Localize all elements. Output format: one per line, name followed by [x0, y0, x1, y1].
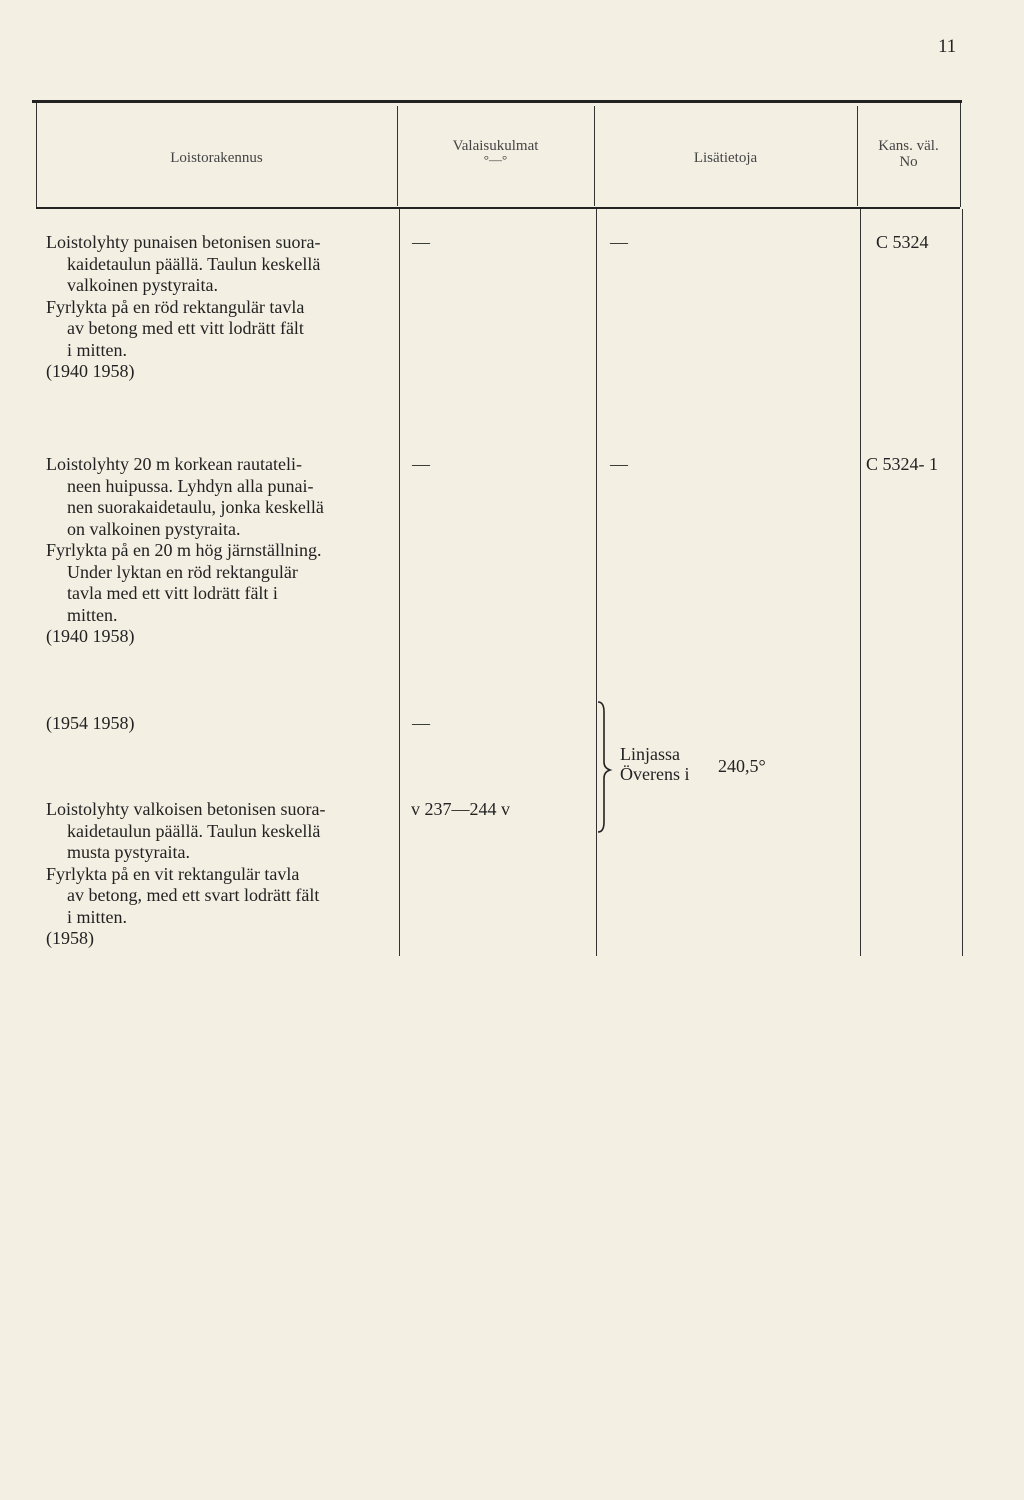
- description-line: neen huipussa. Lyhdyn alla punai-: [67, 475, 314, 496]
- description-line: kaidetaulun päällä. Taulun keskellä: [67, 253, 321, 274]
- description-line: musta pystyraita.: [67, 842, 190, 862]
- description-line: tavla med ett vitt lodrätt fält i: [67, 583, 278, 603]
- header-kans-val-label: Kans. väl.: [878, 138, 939, 154]
- header-kans-val: [857, 138, 960, 170]
- description-line: Loistolyhty 20 m korkean rautateli-: [46, 454, 302, 474]
- description-line: av betong med ett vitt lodrätt fält: [67, 318, 304, 338]
- shared-info-value: 240,5°: [718, 756, 766, 776]
- row-1-number: C 5324: [876, 232, 929, 252]
- shared-info-text: [620, 744, 689, 784]
- column-line-right: [960, 103, 961, 207]
- description-line: Fyrlykta på en 20 m hög järnställning.: [46, 540, 322, 560]
- brace-icon: [595, 700, 615, 834]
- description-line: mitten.: [67, 604, 118, 625]
- description-line: Loistolyhty punaisen betonisen suora-: [46, 232, 321, 252]
- shared-info-linjassa: Linjassa: [620, 744, 680, 764]
- row-2-angles: —: [412, 454, 430, 474]
- description-line: Loistolyhty valkoisen betonisen suora-: [46, 799, 326, 819]
- header-valaisukulmat-label: Valaisukulmat: [452, 138, 539, 154]
- header-lisatietoja: Lisätietoja: [693, 150, 758, 166]
- page-number: 11: [938, 36, 957, 57]
- row-4-angles: v 237—244 v: [411, 799, 510, 819]
- row-1-info: —: [610, 232, 628, 252]
- header-loistorakennus: Loistorakennus: [170, 150, 263, 166]
- row-2-number: C 5324- 1: [866, 454, 938, 474]
- description-line: kaidetaulun päällä. Taulun keskellä: [67, 820, 321, 841]
- row-1-description: [46, 232, 320, 383]
- row-3-angles: —: [412, 713, 430, 733]
- description-line: Fyrlykta på en röd rektangulär tavla: [46, 296, 305, 317]
- description-line: i mitten.: [67, 339, 127, 360]
- header-valaisukulmat: [397, 138, 594, 166]
- row-2-info: —: [610, 454, 628, 474]
- header-valaisukulmat-degrees: °—°: [483, 152, 508, 167]
- top-rule: [32, 100, 962, 103]
- description-line: av betong, med ett svart lodrätt fält: [67, 885, 320, 905]
- description-line: Fyrlykta på en vit rektangulär tavla: [46, 863, 300, 884]
- header-rule: [36, 207, 960, 209]
- row-1-angles: —: [412, 232, 430, 252]
- header-kans-val-no: No: [899, 154, 918, 170]
- shared-info-overens: Överens i: [620, 764, 690, 784]
- description-line: nen suorakaidetaulu, jonka keskellä: [67, 497, 324, 517]
- column-line-3-body: [860, 209, 861, 956]
- row-4-description: [46, 799, 325, 950]
- column-line-2-body: [596, 209, 597, 956]
- description-line: on valkoinen pystyraita.: [67, 518, 241, 539]
- description-line: (1940 1958): [46, 626, 135, 646]
- column-line-right-body: [962, 209, 963, 956]
- row-3-description: [46, 713, 135, 735]
- description-line: valkoinen pystyraita.: [67, 275, 218, 295]
- row-2-description: [46, 454, 324, 648]
- description-line: (1940 1958): [46, 361, 135, 381]
- description-line: Under lyktan en röd rektangulär: [67, 561, 298, 582]
- description-line: (1958): [46, 928, 94, 948]
- description-line: i mitten.: [67, 906, 127, 927]
- column-line-1-body: [399, 209, 400, 956]
- description-line: (1954 1958): [46, 713, 135, 733]
